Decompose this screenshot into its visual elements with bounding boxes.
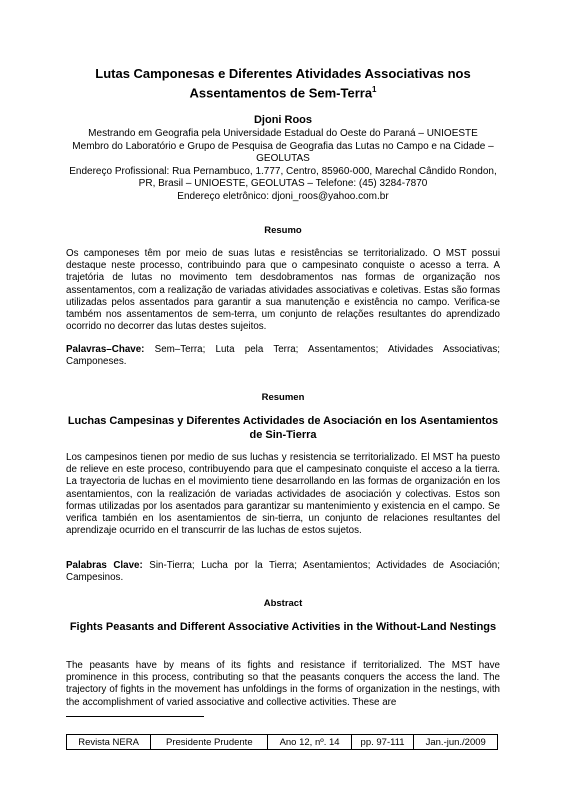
author-affiliation [66, 128, 500, 204]
abstract-text: The peasants have by means of its fights and resistance if territorialized. The MST have prominence in this process, contributing so that the peasants conquers the access the land. The trajectory of fights in the movement has unfoldings in the forms of organization in the nestings, with the accomplishment of varied associative and collective activities. These are [66, 660, 500, 708]
affiliation-line: Mestrando em Geografia pela Universidade Estadual do Oeste do Paraná – UNIOESTE [88, 128, 478, 139]
journal-footer [66, 734, 498, 750]
footer-date: Jan.-jun./2009 [414, 735, 498, 750]
resumen-keywords [66, 560, 500, 584]
footnote-separator [66, 716, 204, 717]
footer-journal: Revista NERA [67, 735, 151, 750]
footer-volume: Ano 12, nº. 14 [268, 735, 351, 750]
resumo-keywords [66, 344, 500, 368]
abstract-title: Fights Peasants and Different Associative Activities in the Without-Land Nestings [69, 621, 497, 633]
resumo-heading: Resumo [264, 225, 302, 236]
affiliation-email: Endereço eletrônico: djoni_roos@yahoo.com.br [177, 190, 389, 202]
footer-city: Presidente Prudente [151, 735, 268, 750]
resumen-heading: Resumen [261, 392, 305, 403]
resumo-keywords-label: Palavras–Chave: [66, 344, 145, 355]
resumo-keywords-list: Sem–Terra; Luta pela Terra; Assentamentos; Atividades Associativas; Camponeses. [66, 344, 500, 368]
footer-pages: pp. 97-111 [351, 735, 414, 750]
resumo-text: Os camponeses têm por meio de suas lutas e resistências se territorializado. O MST possui destaque neste processo, contribuindo para que o campesinato conquiste o acesso a terra. A trajetória de lutas no movimento tem desdobramentos nas formas de organização nos assentamentos, com a realização de variadas atividades associativas e coletivas. Estas são formas utilizadas pelos assentados para garantir a sua manutenção e existência no campo. Verifica-se também nos assentamentos de sem-terra, um conjunto de relações resultantes do aprendizado ocorrido no decorrer das lutas destes sujeitos. [66, 248, 500, 333]
affiliation-line: Endereço Profissional: Rua Pernambuco, 1.777, Centro, 85960-000, Marechal Cândido Rondon, PR, Brasil – UNIOESTE, GEOLUTAS – Telefone: (45) 3284-7870 [69, 165, 497, 190]
affiliation-line: Membro do Laboratório e Grupo de Pesquisa de Geografia das Lutas no Campo e na Cidade – GEOLUTAS [72, 140, 494, 165]
resumen-keywords-list: Sin-Tierra; Lucha por la Tierra; Asentamientos; Actividades de Asociación; Campesinos. [66, 560, 500, 584]
paper-title: Lutas Camponesas e Diferentes Atividades Associativas nos Assentamentos de Sem-Terra$^1$ [95, 66, 471, 101]
author-name: Djoni Roos [253, 114, 313, 126]
resumen-keywords-label: Palabras Clave: [66, 560, 143, 571]
resumen-text: Los campesinos tienen por medio de sus luchas y resistencia se territorializado. El MST ha puesto de relieve en este proceso, contribuyendo para que el campesinato conquiste el acceso a la tierra. La trayectoria de luchas en el movimiento tiene desarrollando en las formas de organización en los asentamientos, con la realización de variadas actividades de asociación y colectivas. Estos son formas utilizadas por los asentados para garantizar su mantenimiento y existencia en el campo. Se verifica también en los asentamientos de sin-tierra, un conjunto de relaciones resultantes del aprendizaje ocurrido en el transcurrir de las luchas de estos sujetos. [66, 452, 500, 537]
abstract-heading: Abstract [263, 598, 303, 609]
resumen-title: Luchas Campesinas y Diferentes Actividades de Asociación en los Asentamientos de Sin-Tierra [67, 415, 499, 441]
title-footnote-mark: 1 [372, 85, 377, 94]
